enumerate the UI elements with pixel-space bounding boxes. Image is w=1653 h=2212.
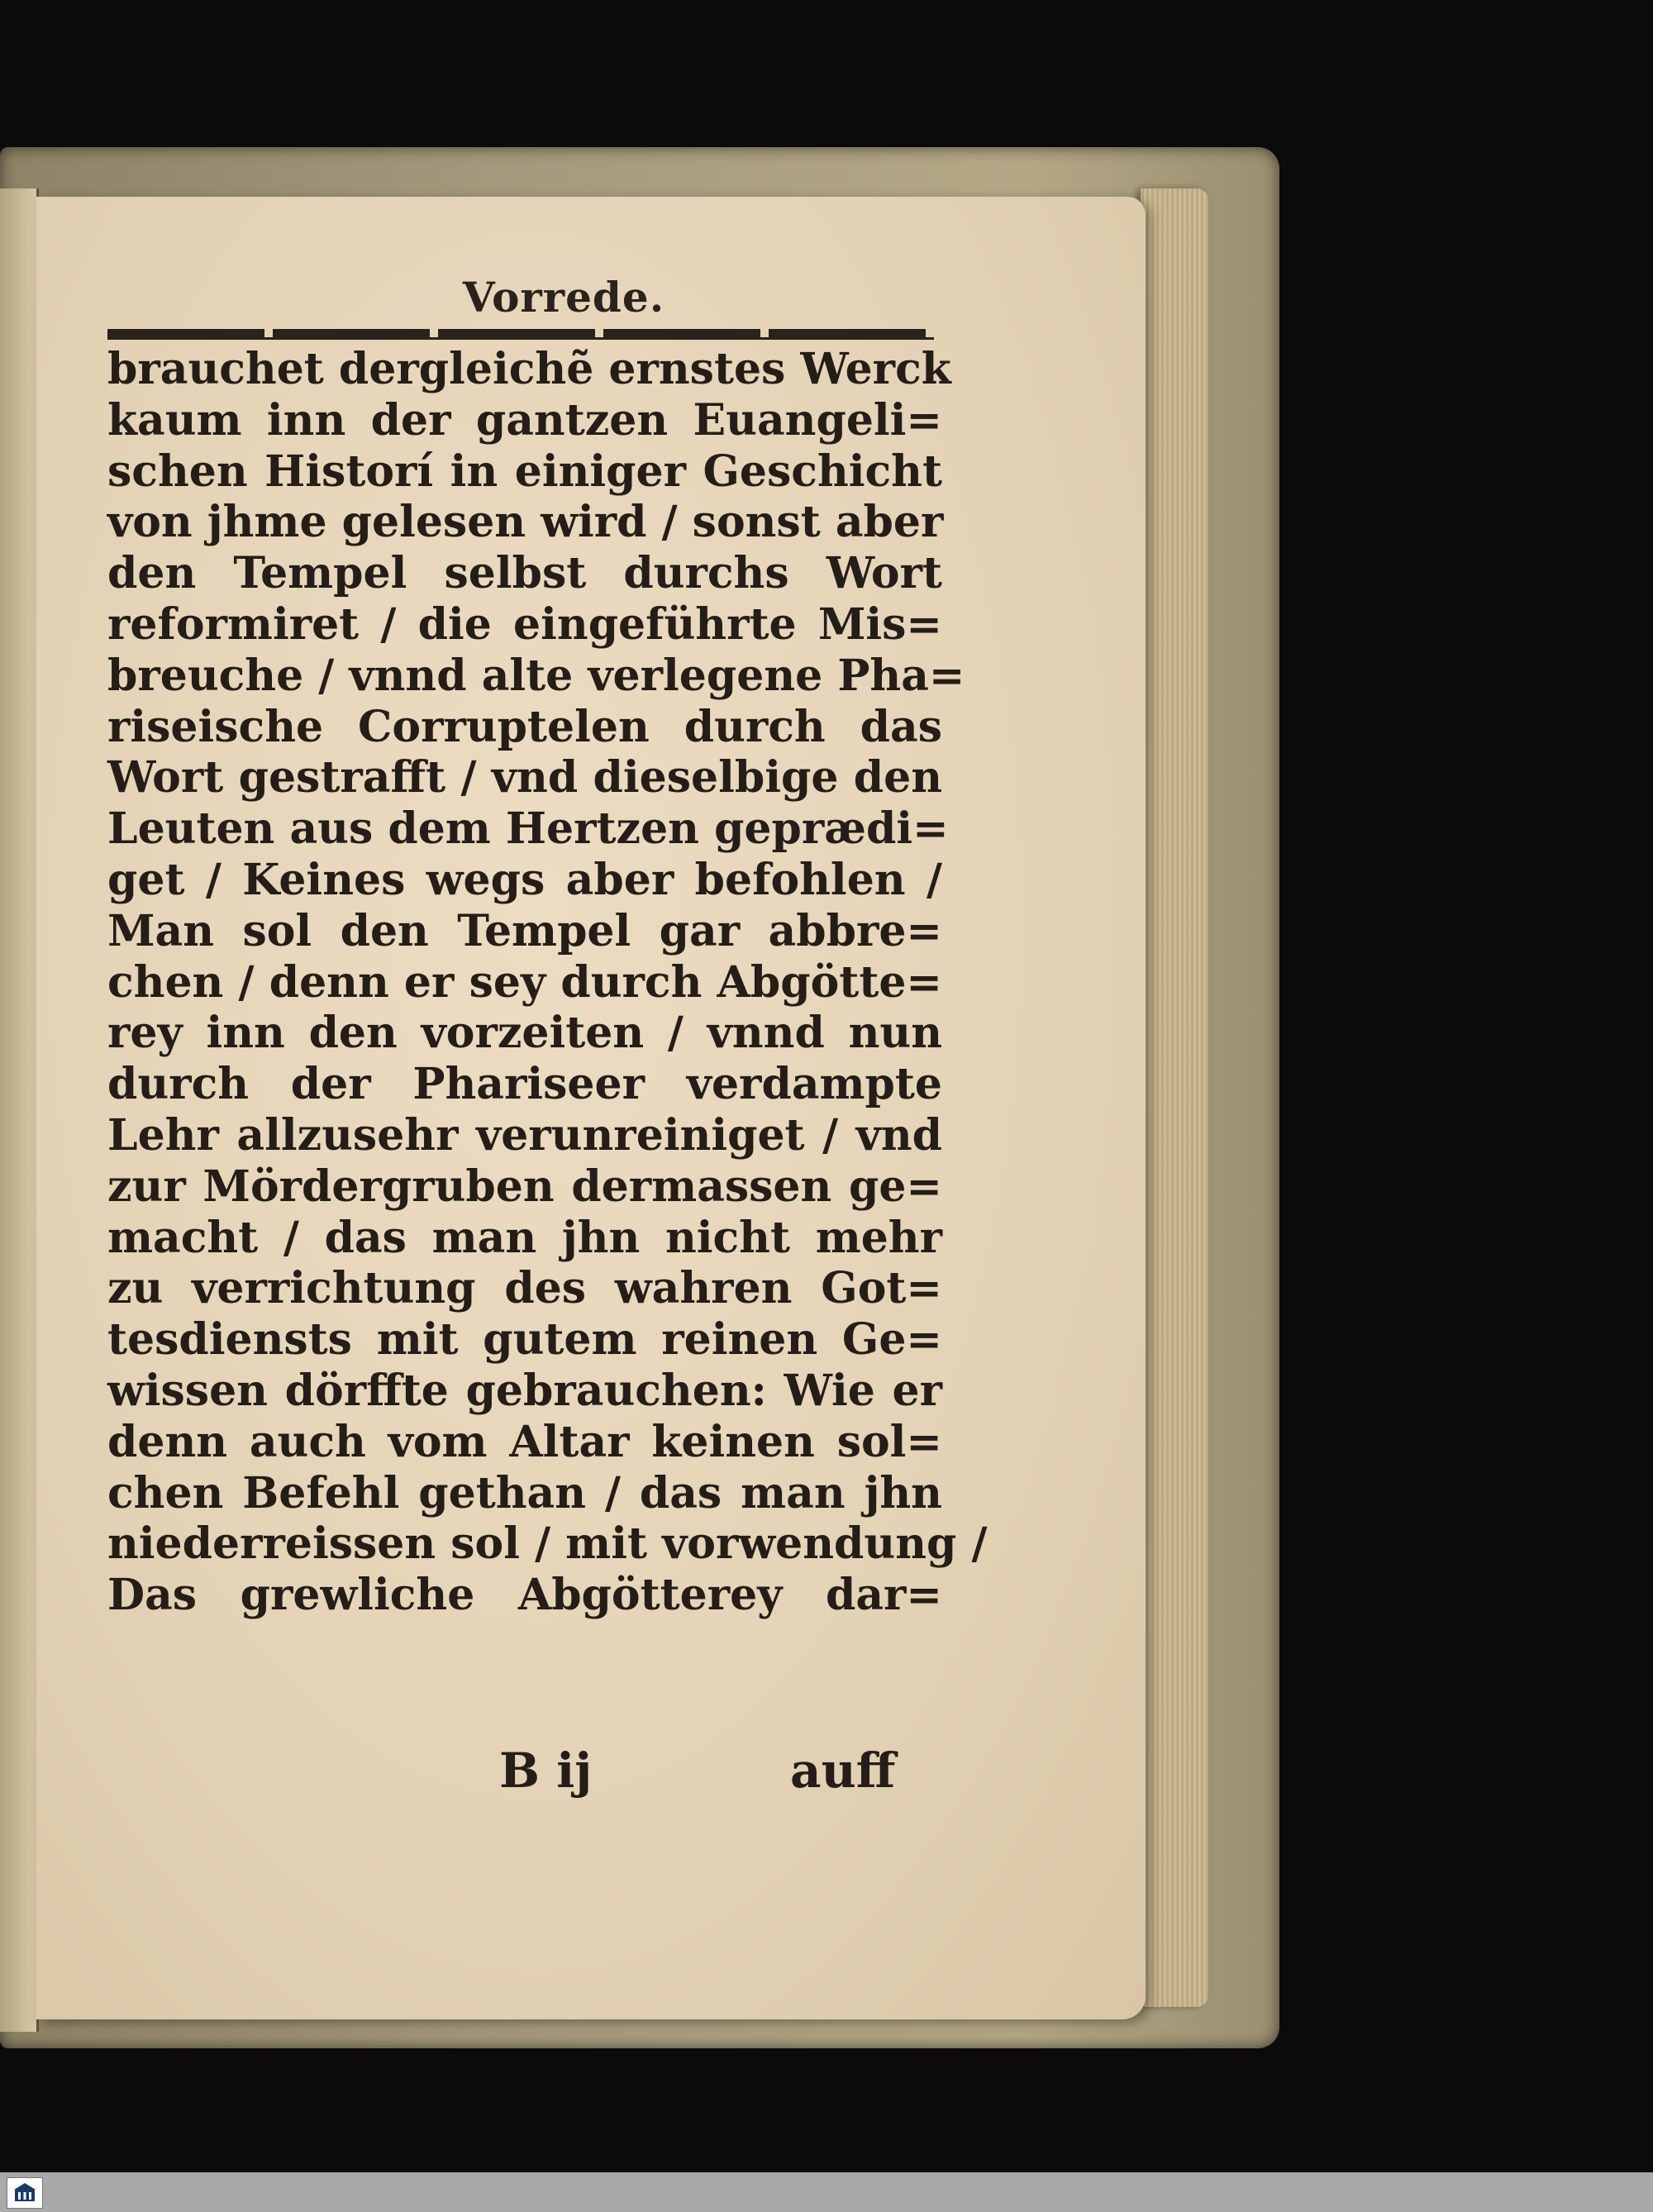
body-text xyxy=(107,344,988,1621)
text-line: den Tempel selbst durchs Wort xyxy=(107,548,942,599)
running-header: Vorrede. xyxy=(462,273,665,322)
text-line: rey inn den vorzeiten / vnnd nun xyxy=(107,1008,942,1059)
text-line: kaum inn der gantzen Euangeli= xyxy=(107,394,942,446)
text-line: chen Befehl gethan / das man jhn xyxy=(107,1467,942,1518)
text-line: zu verrichtung des wahren Got= xyxy=(107,1263,942,1314)
text-line: durch der Phariseer verdampte xyxy=(107,1059,942,1110)
text-line: chen / denn er sey durch Abgötte= xyxy=(107,956,942,1008)
text-line: get / Keines wegs aber befohlen / xyxy=(107,854,942,905)
text-line: Das grewliche Abgötterey dar= xyxy=(107,1570,942,1621)
text-line: macht / das man jhn nicht mehr xyxy=(107,1212,942,1263)
text-line: Wort gestrafft / vnd dieselbige den xyxy=(107,752,942,803)
text-line: breuche / vnnd alte verlegene Pha= xyxy=(107,650,965,701)
catchword: auff xyxy=(790,1742,896,1799)
text-line: brauchet dergleichẽ ernstes Werck xyxy=(107,344,951,394)
text-line: denn auch vom Altar keinen sol= xyxy=(107,1416,942,1467)
text-line: niederreissen sol / mit vorwendung / xyxy=(107,1518,988,1570)
text-line: tesdiensts mit gutem reinen Ge= xyxy=(107,1314,942,1366)
text-line: von jhme gelesen wird / sonst aber xyxy=(107,497,944,548)
text-line: zur Mördergruben dermassen ge= xyxy=(107,1161,942,1212)
text-line: schen Historí in einiger Geschicht xyxy=(107,446,942,497)
page-edges xyxy=(1141,188,1208,2007)
text-line: wissen dörffte gebrauchen: Wie er xyxy=(107,1365,942,1416)
text-line: Man sol den Tempel gar abbre= xyxy=(107,905,942,956)
header-rule xyxy=(107,329,934,340)
library-logo-icon-graphic xyxy=(12,2181,37,2205)
text-line: reformiret / die eingeführte Mis= xyxy=(107,598,942,650)
signature-mark: B ij xyxy=(499,1742,593,1799)
text-line: riseische Corruptelen durch das xyxy=(107,701,942,752)
text-line: Leuten aus dem Hertzen geprædi= xyxy=(107,803,949,855)
left-facing-page xyxy=(0,188,39,2032)
text-line: Lehr allzusehr verunreiniget / vnd xyxy=(107,1109,942,1161)
library-logo-icon[interactable] xyxy=(7,2177,43,2209)
book-page xyxy=(36,197,1146,2019)
viewer-footer-bar xyxy=(0,2172,1653,2212)
